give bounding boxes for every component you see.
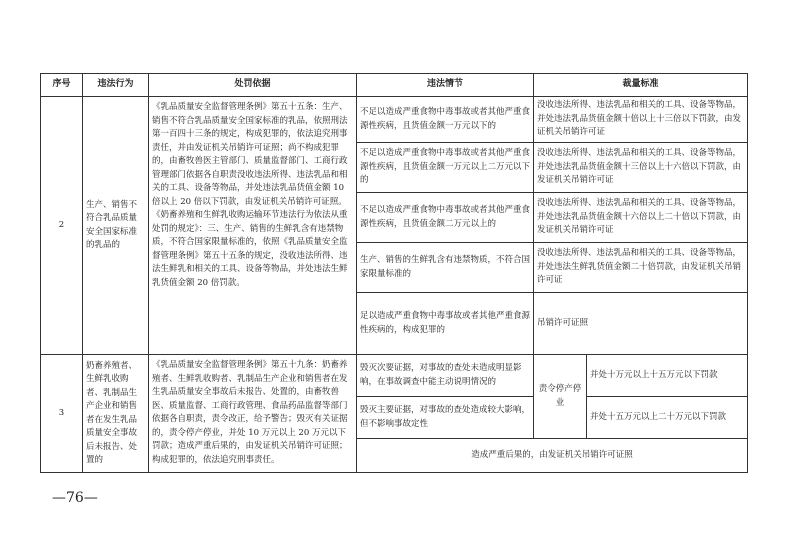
discretion-standard: 没收违法所得、违法乳品和相关的工具、设备等物品，并处违法乳品货值金额十倍以上十三倍以下罚款，由发证机关吊销许可证 (534, 97, 748, 143)
penalty-basis: 《乳品质量安全监督管理条例》第五十九条：奶畜养殖者、生鲜乳收购者、乳制品生产企业和销售者在发生乳品质量安全事故后未报告、处置的，由畜牧兽医、质量监督、工商行政管理、食品药品监督等部门依据各自职责，责令改正，给予警告；毁灭有关证据的，责令停产停业，并处 10 万元以上 20 万元以下罚款；造成严重后果的，由发证机关吊销许可证照；构成犯罪的，依法追究刑事责任。 (149, 355, 357, 473)
table-row (41, 355, 748, 397)
page-number: —76— (52, 490, 98, 506)
header-no: 序号 (41, 74, 83, 97)
discretion-standard: 并处十五万元以上二十万元以下罚款 (587, 397, 748, 439)
header-standard: 裁量标准 (534, 74, 748, 97)
row-number: 2 (41, 97, 83, 355)
discretion-standard: 没收违法所得、违法乳品和相关的工具、设备等物品，并处违法生鲜乳货值金额二十倍罚款，由发证机关吊销许可证 (534, 243, 748, 293)
violation-plot: 不足以造成严重食物中毒事故或者其他严重食源性疾病，且货值金额二万元以上的 (357, 193, 534, 243)
penalty-basis: 《乳品质量安全监督管理条例》第五十五条：生产、销售不符合乳品质量安全国家标准的乳品，依照刑法第一百四十三条的规定，构成犯罪的，依法追究刑事责任，并由发证机关吊销许可证照；尚不构成犯罪的，由畜牧兽医主管部门、质量监督部门、工商行政管理部门依据各自职责没收违法所得、违法乳品和相关的工具、设备等物品，并处违法乳品货值金额 10 倍以上 20 倍以下罚款，由发证机关吊销许可证照。《奶畜养殖和生鲜乳收购运输环节违法行为依法从重处罚的规定》：三、生产、销售的生鲜乳含有违禁物质，不符合国家限量标准的，依照《乳品质量安全监督管理条例》第五十五条的规定，没收违法所得、违法生鲜乳和相关的工具、设备等物品，并处违法生鲜乳货值金额 20 倍罚款。 (149, 97, 357, 355)
discretion-standard: 没收违法所得、违法乳品和相关的工具、设备等物品，并处违法乳品货值金额十六倍以上二十倍以下罚款，由发证机关吊销许可证 (534, 193, 748, 243)
violation-plot: 毁灭次要证据，对事故的查处未造成明显影响，在事故调查中能主动说明情况的 (357, 355, 534, 397)
penalty-table (40, 73, 748, 473)
discretion-standard: 吊销许可证照 (534, 293, 748, 355)
final-standard: 造成严重后果的，由发证机关吊销许可证照 (357, 439, 748, 473)
violation-plot: 生产、销售的生鲜乳含有违禁物质，不符合国家限量标准的 (357, 243, 534, 293)
violation-plot: 足以造成严重食物中毒事故或者其他严重食源性疾病的，构成犯罪的 (357, 293, 534, 355)
common-standard: 责令停产停业 (534, 355, 587, 439)
header-plot: 违法情节 (357, 74, 534, 97)
violation-plot: 不足以造成严重食物中毒事故或者其他严重食源性疾病，且货值金额一万元以下的 (357, 97, 534, 143)
discretion-standard: 并处十万元以上十五万元以下罚款 (587, 355, 748, 397)
header-row (41, 74, 748, 97)
violation-plot: 不足以造成严重食物中毒事故或者其他严重食源性疾病，且货值金额一万元以上二万元以下的 (357, 143, 534, 193)
header-basis: 处罚依据 (149, 74, 357, 97)
header-act: 违法行为 (83, 74, 149, 97)
table-row (41, 97, 748, 143)
discretion-standard: 没收违法所得、违法乳品和相关的工具、设备等物品，并处违法乳品货值金额十三倍以上十六倍以下罚款，由发证机关吊销许可证 (534, 143, 748, 193)
violation-act: 奶畜养殖者、生鲜乳收购者、乳制品生产企业和销售者在发生乳品质量安全事故后未报告、处置的 (83, 355, 149, 473)
row-number: 3 (41, 355, 83, 473)
violation-act: 生产、销售不符合乳品质量安全国家标准的乳品的 (83, 97, 149, 355)
violation-plot: 毁灭主要证据，对事故的查处造成较大影响，但不影响事故定性 (357, 397, 534, 439)
